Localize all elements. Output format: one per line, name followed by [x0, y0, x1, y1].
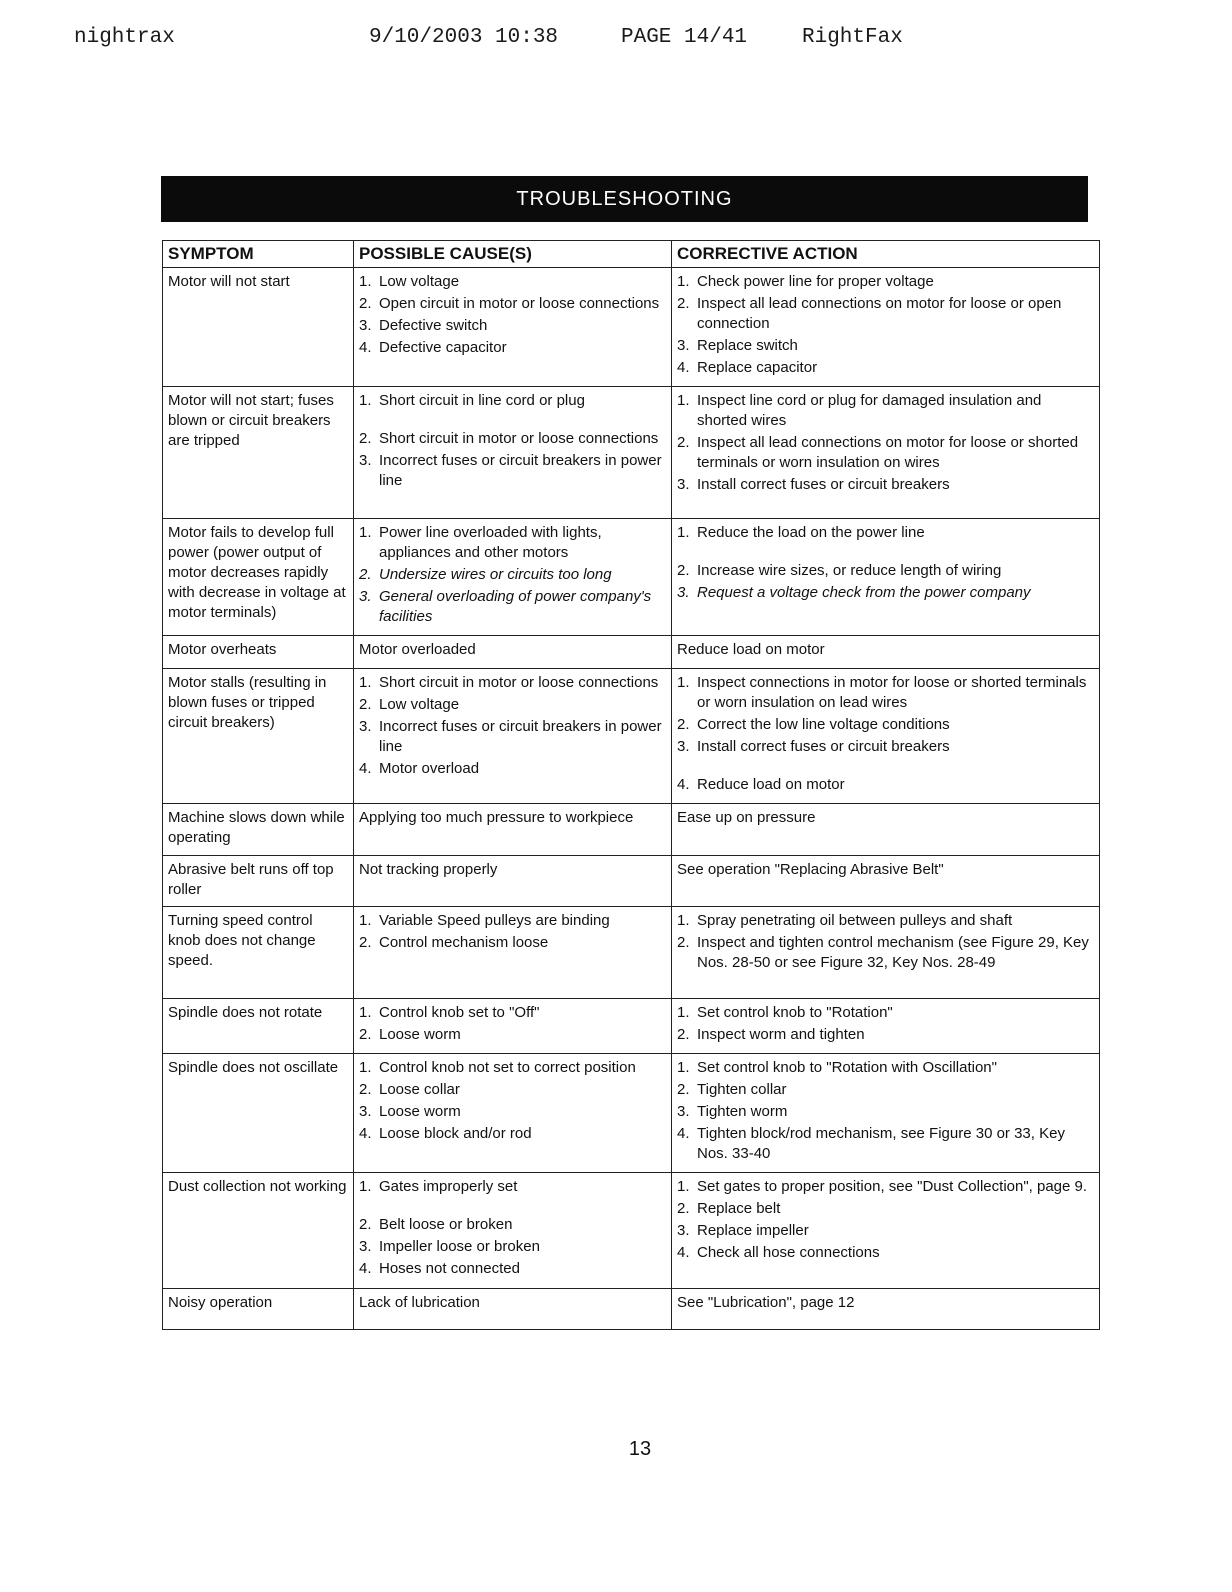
- list-item: 1. Control knob set to "Off": [359, 1004, 540, 1021]
- list-item: 2. Inspect worm and tighten: [677, 1026, 865, 1043]
- action-cell: [672, 1173, 1100, 1289]
- list-item: 2. Loose collar: [359, 1081, 460, 1098]
- list-item: 2. Inspect and tighten control mechanism (see Figure 29, Key Nos. 28-50 or see Figure 32, Key Nos. 28-49: [677, 934, 1089, 971]
- list-item: 3. Install correct fuses or circuit breakers: [677, 738, 950, 755]
- cause-cell: Not tracking properly: [354, 856, 672, 907]
- list-item: 2. Tighten collar: [677, 1081, 787, 1098]
- symptom-cell: Motor will not start; fuses blown or circuit breakers are tripped: [163, 387, 354, 519]
- list-item: 1. Inspect line cord or plug for damaged insulation and shorted wires: [677, 392, 1042, 429]
- cause-cell: [354, 907, 672, 999]
- column-header-symptom: SYMPTOM: [163, 241, 354, 268]
- list-item: 2. Control mechanism loose: [359, 934, 549, 951]
- action-cell: Reduce load on motor: [672, 636, 1100, 669]
- section-title-banner: [161, 176, 1088, 222]
- list-item: 4. Motor overload: [359, 760, 480, 777]
- list-item: 2. Inspect all lead connections on motor for loose or shorted terminals or worn insulation on wires: [677, 434, 1079, 471]
- symptom-cell: Motor overheats: [163, 636, 354, 669]
- action-cell: [672, 999, 1100, 1054]
- symptom-cell: Dust collection not working: [163, 1173, 354, 1289]
- symptom-cell: Spindle does not rotate: [163, 999, 354, 1054]
- list-item: 4. Hoses not connected: [359, 1260, 520, 1277]
- list-item: 3. Install correct fuses or circuit breakers: [677, 476, 950, 493]
- troubleshooting-table: [162, 240, 1100, 1330]
- list-item: 1. Check power line for proper voltage: [677, 273, 934, 290]
- action-cell: [672, 907, 1100, 999]
- column-header-cause: POSSIBLE CAUSE(S): [354, 241, 672, 268]
- list-item: 4. Defective capacitor: [359, 339, 507, 356]
- symptom-cell: Spindle does not oscillate: [163, 1054, 354, 1173]
- column-header-action: CORRECTIVE ACTION: [672, 241, 1100, 268]
- list-item: 2. Loose worm: [359, 1026, 461, 1043]
- symptom-cell: Noisy operation: [163, 1289, 354, 1330]
- list-item: 3. General overloading of power company's facilities: [359, 588, 652, 625]
- list-item: 1. Inspect connections in motor for loose or shorted terminals or worn insulation on lead wires: [677, 674, 1087, 711]
- symptom-cell: Motor will not start: [163, 268, 354, 387]
- cause-cell: [354, 387, 672, 519]
- table-row: [163, 999, 1100, 1054]
- cause-cell: [354, 1173, 672, 1289]
- table-row: [163, 1173, 1100, 1289]
- cause-cell: Lack of lubrication: [354, 1289, 672, 1330]
- list-item: 2. Short circuit in motor or loose connections: [359, 430, 659, 447]
- action-cell: [672, 387, 1100, 519]
- action-cell: [672, 268, 1100, 387]
- action-cell: [672, 669, 1100, 804]
- list-item: 1. Reduce the load on the power line: [677, 524, 925, 541]
- list-item: 3. Loose worm: [359, 1103, 461, 1120]
- cause-cell: [354, 268, 672, 387]
- list-item: 3. Impeller loose or broken: [359, 1238, 540, 1255]
- fax-header: [74, 26, 954, 52]
- table-header-row: [163, 241, 1100, 268]
- symptom-cell: Turning speed control knob does not change speed.: [163, 907, 354, 999]
- action-cell: See operation "Replacing Abrasive Belt": [672, 856, 1100, 907]
- table-row: [163, 804, 1100, 856]
- cause-cell: [354, 999, 672, 1054]
- list-item: 1. Set control knob to "Rotation with Oscillation": [677, 1059, 997, 1076]
- list-item: 3. Replace switch: [677, 337, 798, 354]
- list-item: 3. Tighten worm: [677, 1103, 788, 1120]
- action-cell: Ease up on pressure: [672, 804, 1100, 856]
- fax-datetime: 9/10/2003 10:38: [369, 26, 559, 49]
- table-row: [163, 669, 1100, 804]
- list-item: 1. Set gates to proper position, see "Dust Collection", page 9.: [677, 1178, 1088, 1195]
- table-row: [163, 907, 1100, 999]
- table-row: [163, 1289, 1100, 1330]
- action-cell: [672, 519, 1100, 636]
- list-item: 1. Set control knob to "Rotation": [677, 1004, 893, 1021]
- list-item: 2. Belt loose or broken: [359, 1216, 513, 1233]
- cause-cell: Applying too much pressure to workpiece: [354, 804, 672, 856]
- table-row: [163, 856, 1100, 907]
- section-title: TROUBLESHOOTING: [516, 187, 733, 210]
- list-item: 1. Short circuit in line cord or plug: [359, 392, 585, 409]
- list-item: 4. Reduce load on motor: [677, 776, 845, 793]
- table-row: [163, 636, 1100, 669]
- fax-sender: nightrax: [74, 26, 175, 49]
- list-item: 1. Gates improperly set: [359, 1178, 518, 1195]
- list-item: 3. Request a voltage check from the power company: [677, 584, 1031, 601]
- table-row: [163, 268, 1100, 387]
- list-item: 2. Inspect all lead connections on motor for loose or open connection: [677, 295, 1062, 332]
- page-number: 13: [628, 1438, 652, 1460]
- list-item: 2. Undersize wires or circuits too long: [359, 566, 612, 583]
- fax-app-name: RightFax: [802, 26, 903, 49]
- symptom-cell: Abrasive belt runs off top roller: [163, 856, 354, 907]
- list-item: 2. Replace belt: [677, 1200, 781, 1217]
- table-row: [163, 1054, 1100, 1173]
- list-item: 2. Increase wire sizes, or reduce length of wiring: [677, 562, 1002, 579]
- cause-cell: [354, 1054, 672, 1173]
- list-item: 3. Incorrect fuses or circuit breakers in power line: [359, 452, 662, 489]
- list-item: 2. Open circuit in motor or loose connections: [359, 295, 660, 312]
- list-item: 4. Loose block and/or rod: [359, 1125, 532, 1142]
- symptom-cell: Motor stalls (resulting in blown fuses or tripped circuit breakers): [163, 669, 354, 804]
- list-item: 1. Spray penetrating oil between pulleys and shaft: [677, 912, 1013, 929]
- list-item: 1. Short circuit in motor or loose connections: [359, 674, 659, 691]
- action-cell: See "Lubrication", page 12: [672, 1289, 1100, 1330]
- symptom-cell: Machine slows down while operating: [163, 804, 354, 856]
- action-cell: [672, 1054, 1100, 1173]
- list-item: 4. Tighten block/rod mechanism, see Figure 30 or 33, Key Nos. 33-40: [677, 1125, 1065, 1162]
- cause-cell: [354, 669, 672, 804]
- list-item: 2. Low voltage: [359, 696, 460, 713]
- list-item: 4. Replace capacitor: [677, 359, 818, 376]
- table-row: [163, 519, 1100, 636]
- symptom-cell: Motor fails to develop full power (power output of motor decreases rapidly with decrease in voltage at motor terminals): [163, 519, 354, 636]
- list-item: 1. Power line overloaded with lights, appliances and other motors: [359, 524, 602, 561]
- list-item: 1. Low voltage: [359, 273, 460, 290]
- fax-page-count: PAGE 14/41: [621, 26, 748, 49]
- list-item: 3. Replace impeller: [677, 1222, 809, 1239]
- cause-cell: [354, 519, 672, 636]
- list-item: 4. Check all hose connections: [677, 1244, 880, 1261]
- list-item: 3. Incorrect fuses or circuit breakers in power line: [359, 718, 662, 755]
- list-item: 3. Defective switch: [359, 317, 488, 334]
- list-item: 2. Correct the low line voltage conditions: [677, 716, 950, 733]
- list-item: 1. Control knob not set to correct position: [359, 1059, 636, 1076]
- list-item: 1. Variable Speed pulleys are binding: [359, 912, 610, 929]
- cause-cell: Motor overloaded: [354, 636, 672, 669]
- table-row: [163, 387, 1100, 519]
